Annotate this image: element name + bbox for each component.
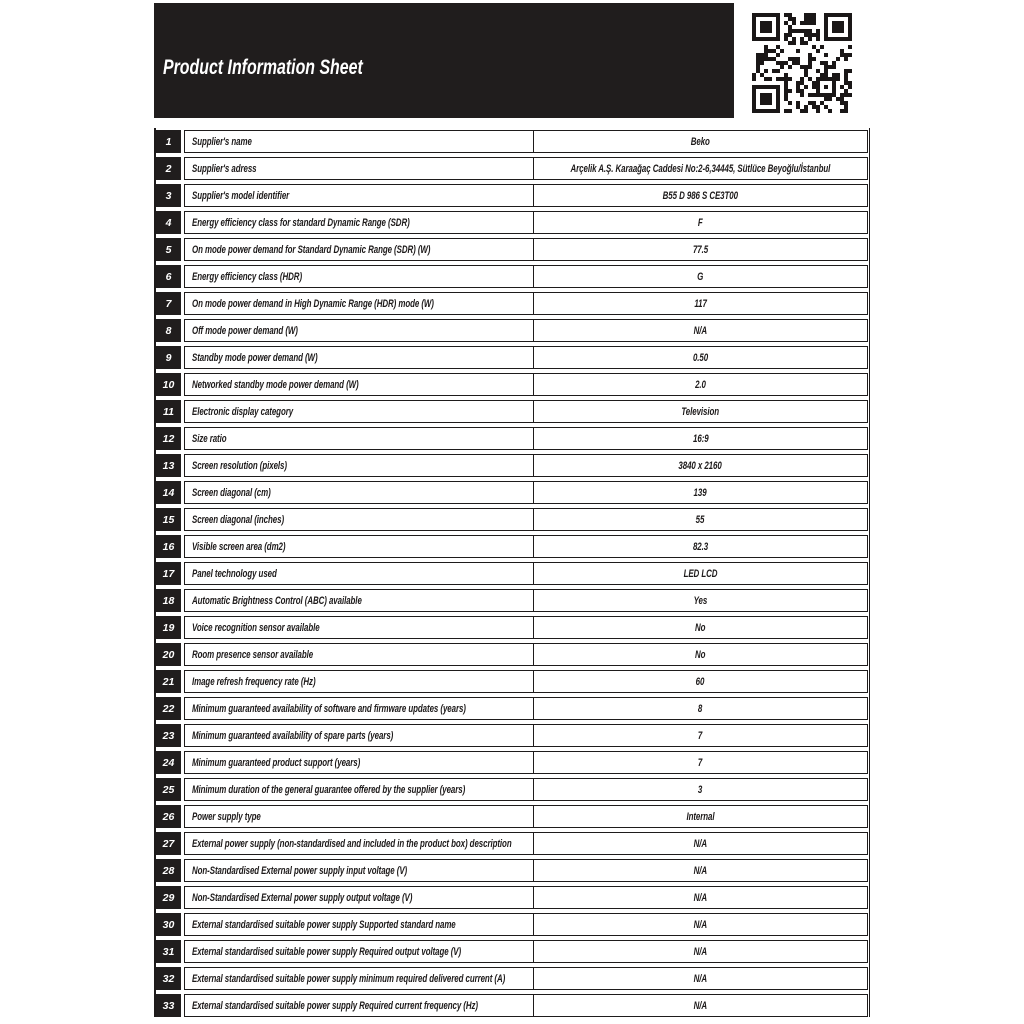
row-number: 26 <box>156 805 181 828</box>
table-row <box>156 184 868 207</box>
row-label <box>185 563 534 584</box>
row-value-text: N/A <box>693 864 708 877</box>
row-label-text: Minimum guaranteed product support (years) <box>192 756 361 769</box>
row-cells <box>184 346 868 369</box>
row-number: 28 <box>156 859 181 882</box>
row-cells <box>184 535 868 558</box>
table-row <box>156 292 868 315</box>
row-label <box>185 455 534 476</box>
row-cells <box>184 940 868 963</box>
row-value-text: Internal <box>686 810 715 823</box>
row-number: 27 <box>156 832 181 855</box>
row-cells <box>184 697 868 720</box>
row-label-text: Supplier's name <box>192 135 252 148</box>
row-cells <box>184 184 868 207</box>
table-row <box>156 994 868 1017</box>
row-number: 23 <box>156 724 181 747</box>
row-value <box>534 752 867 773</box>
row-cells <box>184 130 868 153</box>
row-value-text: LED LCD <box>683 567 718 580</box>
row-label-text: External standardised suitable power supply minimum required delivered current (A) <box>192 972 506 985</box>
row-label <box>185 374 534 395</box>
row-number: 16 <box>156 535 181 558</box>
row-label-text: Screen diagonal (inches) <box>192 513 285 526</box>
row-number: 8 <box>156 319 181 342</box>
row-cells <box>184 319 868 342</box>
table-row <box>156 454 868 477</box>
row-label-text: Energy efficiency class (HDR) <box>192 270 303 283</box>
row-value <box>534 779 867 800</box>
row-label <box>185 590 534 611</box>
row-value <box>534 131 867 152</box>
row-label-text: Screen resolution (pixels) <box>192 459 287 472</box>
row-label-text: Off mode power demand (W) <box>192 324 298 337</box>
row-value-text: No <box>695 648 706 661</box>
row-label-text: Minimum guaranteed availability of spare parts (years) <box>192 729 394 742</box>
row-value <box>534 563 867 584</box>
table-row <box>156 940 868 963</box>
row-label <box>185 617 534 638</box>
row-label-text: Standby mode power demand (W) <box>192 351 318 364</box>
row-number: 29 <box>156 886 181 909</box>
row-cells <box>184 724 868 747</box>
row-value-text: No <box>695 621 706 634</box>
row-value-text: Arçelik A.Ş. Karaağaç Caddesi No:2-6,34445, Sütlüce Beyoğlu/İstanbul <box>570 162 831 175</box>
row-number: 22 <box>156 697 181 720</box>
row-value-text: N/A <box>693 945 708 958</box>
row-value <box>534 995 867 1016</box>
table-row <box>156 724 868 747</box>
row-number: 32 <box>156 967 181 990</box>
row-value <box>534 320 867 341</box>
row-number: 25 <box>156 778 181 801</box>
row-label <box>185 995 534 1016</box>
row-label-text: Minimum duration of the general guarantee offered by the supplier (years) <box>192 783 466 796</box>
row-label <box>185 347 534 368</box>
table-row <box>156 481 868 504</box>
row-label <box>185 428 534 449</box>
row-value-text: 139 <box>693 486 708 499</box>
row-number: 13 <box>156 454 181 477</box>
row-label <box>185 239 534 260</box>
row-label-text: Room presence sensor available <box>192 648 314 661</box>
row-number: 1 <box>156 130 181 153</box>
row-value <box>534 293 867 314</box>
row-label <box>185 833 534 854</box>
row-label <box>185 671 534 692</box>
row-label-text: External standardised suitable power supply Required output voltage (V) <box>192 945 462 958</box>
table-row <box>156 616 868 639</box>
row-cells <box>184 454 868 477</box>
row-value <box>534 617 867 638</box>
row-value <box>534 185 867 206</box>
row-cells <box>184 238 868 261</box>
row-number: 14 <box>156 481 181 504</box>
row-number: 20 <box>156 643 181 666</box>
row-label-text: External standardised suitable power supply Required current frequency (Hz) <box>192 999 478 1012</box>
row-value <box>534 158 867 179</box>
row-value-text: 82.3 <box>692 540 709 553</box>
row-value-text: B55 D 986 S CE3T00 <box>662 189 739 202</box>
row-number: 31 <box>156 940 181 963</box>
table-row <box>156 319 868 342</box>
product-table <box>154 130 870 1017</box>
row-value <box>534 644 867 665</box>
row-cells <box>184 562 868 585</box>
table-row <box>156 778 868 801</box>
qr-code-icon <box>734 3 870 118</box>
row-label-text: Panel technology used <box>192 567 277 580</box>
row-label-text: Electronic display category <box>192 405 294 418</box>
sheet <box>154 3 870 1017</box>
row-label <box>185 482 534 503</box>
row-value <box>534 428 867 449</box>
row-value <box>534 509 867 530</box>
row-label-text: Size ratio <box>192 432 227 445</box>
row-label <box>185 914 534 935</box>
row-value-text: 7 <box>698 729 703 742</box>
row-number: 2 <box>156 157 181 180</box>
row-label-text: Non-Standardised External power supply output voltage (V) <box>192 891 413 904</box>
row-value-text: 8 <box>698 702 703 715</box>
row-value <box>534 671 867 692</box>
row-value <box>534 698 867 719</box>
row-value <box>534 374 867 395</box>
table-row <box>156 508 868 531</box>
row-label <box>185 185 534 206</box>
table-row <box>156 589 868 612</box>
row-value-text: Beko <box>690 135 711 148</box>
row-value <box>534 941 867 962</box>
row-value-text: 117 <box>694 297 707 310</box>
row-label-text: External power supply (non-standardised and included in the product box) description <box>192 837 512 850</box>
header-bar <box>154 3 870 118</box>
row-value-text: G <box>697 270 704 283</box>
row-label <box>185 779 534 800</box>
row-cells <box>184 157 868 180</box>
table-row <box>156 859 868 882</box>
row-label <box>185 509 534 530</box>
row-value-text: N/A <box>693 918 708 931</box>
row-label <box>185 266 534 287</box>
row-number: 17 <box>156 562 181 585</box>
row-value-text: 3840 x 2160 <box>678 459 723 472</box>
row-cells <box>184 265 868 288</box>
row-label-text: Energy efficiency class for standard Dynamic Range (SDR) <box>192 216 410 229</box>
row-number: 15 <box>156 508 181 531</box>
row-value <box>534 266 867 287</box>
table-row <box>156 130 868 153</box>
table-row <box>156 427 868 450</box>
row-label-text: Supplier's adress <box>192 162 257 175</box>
row-number: 4 <box>156 211 181 234</box>
row-value <box>534 482 867 503</box>
row-number: 18 <box>156 589 181 612</box>
row-label-text: Screen diagonal (cm) <box>192 486 271 499</box>
row-label <box>185 725 534 746</box>
row-number: 10 <box>156 373 181 396</box>
row-label <box>185 212 534 233</box>
page-title: Product Information Sheet <box>163 54 363 79</box>
row-value <box>534 725 867 746</box>
row-cells <box>184 427 868 450</box>
row-cells <box>184 589 868 612</box>
row-value <box>534 887 867 908</box>
row-label <box>185 806 534 827</box>
row-value <box>534 860 867 881</box>
row-cells <box>184 670 868 693</box>
row-number: 12 <box>156 427 181 450</box>
row-number: 7 <box>156 292 181 315</box>
table-row <box>156 157 868 180</box>
row-cells <box>184 373 868 396</box>
row-label-text: Non-Standardised External power supply input voltage (V) <box>192 864 408 877</box>
row-label <box>185 860 534 881</box>
row-cells <box>184 643 868 666</box>
row-label-text: Voice recognition sensor available <box>192 621 320 634</box>
table-row <box>156 670 868 693</box>
row-label <box>185 320 534 341</box>
row-label <box>185 401 534 422</box>
row-label-text: On mode power demand for Standard Dynamic Range (SDR) (W) <box>192 243 431 256</box>
row-cells <box>184 508 868 531</box>
row-number: 3 <box>156 184 181 207</box>
row-cells <box>184 967 868 990</box>
row-cells <box>184 751 868 774</box>
row-cells <box>184 481 868 504</box>
row-value-text: N/A <box>693 972 708 985</box>
row-label-text: Image refresh frequency rate (Hz) <box>192 675 316 688</box>
row-cells <box>184 859 868 882</box>
row-number: 33 <box>156 994 181 1017</box>
row-value-text: 0.50 <box>692 351 709 364</box>
row-value <box>534 401 867 422</box>
row-value <box>534 347 867 368</box>
row-number: 6 <box>156 265 181 288</box>
row-label <box>185 293 534 314</box>
row-label <box>185 536 534 557</box>
row-number: 11 <box>156 400 181 423</box>
row-value-text: 7 <box>698 756 703 769</box>
row-cells <box>184 778 868 801</box>
table-row <box>156 832 868 855</box>
row-label <box>185 698 534 719</box>
row-value-text: N/A <box>693 999 708 1012</box>
row-label <box>185 968 534 989</box>
row-number: 5 <box>156 238 181 261</box>
table-row <box>156 967 868 990</box>
table-row <box>156 913 868 936</box>
row-value-text: F <box>698 216 703 229</box>
table-row <box>156 643 868 666</box>
row-label <box>185 644 534 665</box>
table-row <box>156 400 868 423</box>
row-cells <box>184 886 868 909</box>
row-label-text: Power supply type <box>192 810 261 823</box>
row-number: 30 <box>156 913 181 936</box>
table-row <box>156 238 868 261</box>
row-value-text: 2.0 <box>695 378 706 391</box>
row-value-text: Yes <box>693 594 708 607</box>
row-value-text: Television <box>681 405 720 418</box>
row-cells <box>184 913 868 936</box>
row-label <box>185 941 534 962</box>
row-value <box>534 806 867 827</box>
row-label-text: Supplier's model identifier <box>192 189 290 202</box>
row-number: 19 <box>156 616 181 639</box>
row-value-text: N/A <box>693 324 708 337</box>
row-value <box>534 914 867 935</box>
table-row <box>156 886 868 909</box>
table-row <box>156 211 868 234</box>
row-label <box>185 131 534 152</box>
row-label <box>185 887 534 908</box>
row-cells <box>184 616 868 639</box>
row-value <box>534 239 867 260</box>
table-row <box>156 751 868 774</box>
row-label-text: Visible screen area (dm2) <box>192 540 286 553</box>
row-number: 21 <box>156 670 181 693</box>
row-value-text: 55 <box>696 513 705 526</box>
row-value-text: N/A <box>693 891 708 904</box>
row-label-text: Minimum guaranteed availability of software and firmware updates (years) <box>192 702 466 715</box>
row-value <box>534 455 867 476</box>
row-value <box>534 590 867 611</box>
row-label-text: External standardised suitable power supply Supported standard name <box>192 918 456 931</box>
table-row <box>156 535 868 558</box>
row-label <box>185 158 534 179</box>
row-value <box>534 833 867 854</box>
row-cells <box>184 292 868 315</box>
row-number: 9 <box>156 346 181 369</box>
table-row <box>156 373 868 396</box>
row-label <box>185 752 534 773</box>
table-row <box>156 697 868 720</box>
row-value-text: N/A <box>693 837 708 850</box>
row-value <box>534 536 867 557</box>
row-label-text: Automatic Brightness Control (ABC) available <box>192 594 362 607</box>
row-value-text: 77.5 <box>692 243 709 256</box>
table-row <box>156 805 868 828</box>
row-cells <box>184 211 868 234</box>
row-number: 24 <box>156 751 181 774</box>
table-row <box>156 346 868 369</box>
row-label-text: On mode power demand in High Dynamic Range (HDR) mode (W) <box>192 297 434 310</box>
row-cells <box>184 832 868 855</box>
row-value <box>534 212 867 233</box>
table-row <box>156 562 868 585</box>
row-value-text: 16:9 <box>692 432 709 445</box>
row-value <box>534 968 867 989</box>
row-value-text: 3 <box>698 783 703 796</box>
row-cells <box>184 400 868 423</box>
table-row <box>156 265 868 288</box>
row-cells <box>184 994 868 1017</box>
row-label-text: Networked standby mode power demand (W) <box>192 378 359 391</box>
row-cells <box>184 805 868 828</box>
row-value-text: 60 <box>696 675 705 688</box>
